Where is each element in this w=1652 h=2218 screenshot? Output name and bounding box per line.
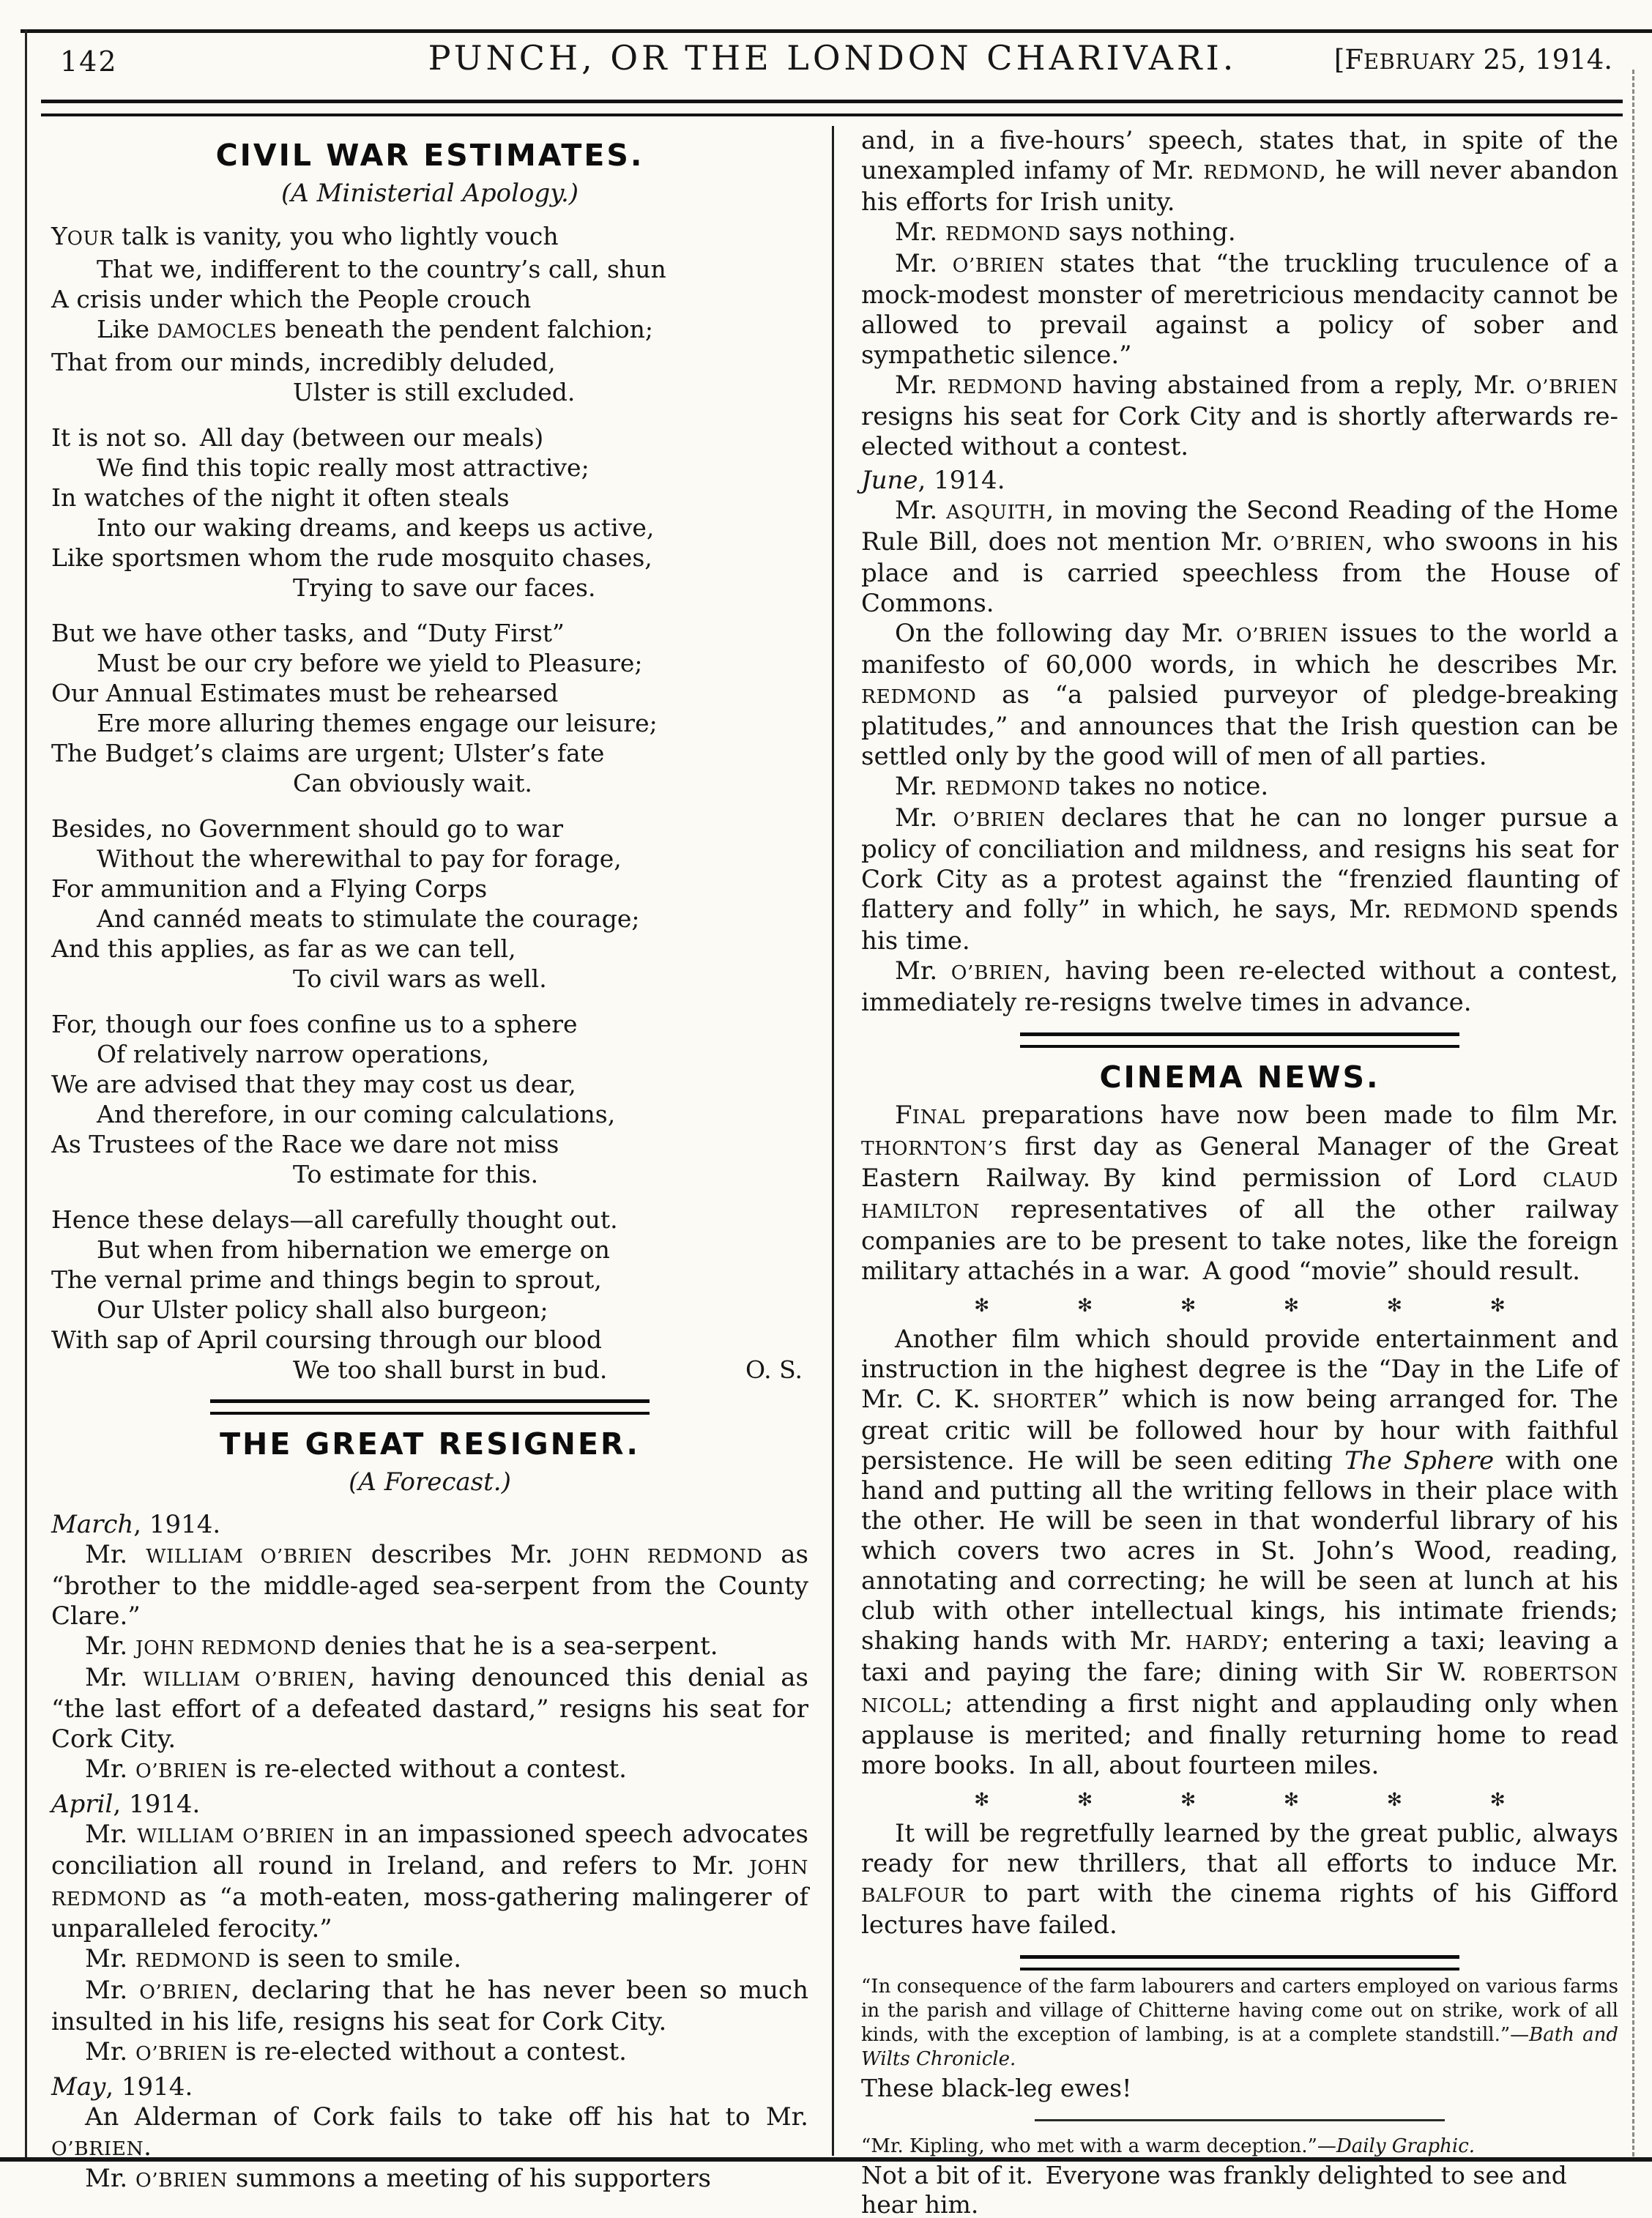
paragraph: and, in a five-hours’ speech, states that, in spite of the unexampled infamy of Mr. REDMOND, he will never abandon his efforts for Irish unity. [861, 126, 1618, 217]
poem-line: Like sportsmen whom the rude mosquito chases, [51, 543, 652, 572]
poem-line: Ulster is still excluded. [293, 378, 576, 406]
poem-line: That from our minds, incredibly deluded, [51, 348, 556, 376]
poem-line: Into our waking dreams, and keeps us active, [97, 513, 655, 542]
paragraph: Mr. WILLIAM O’BRIEN, having denounced this denial as “the last effort of a defeated dastard,” resigns his seat for Cork City. [51, 1663, 808, 1754]
page-border-top [21, 29, 1652, 33]
paragraph: Mr. O’BRIEN, having been re-elected without a contest, immediately re-resigns twelve times in advance. [861, 956, 1618, 1017]
paragraph: Mr. REDMOND having abstained from a reply, Mr. O’BRIEN resigns his seat for Cork City and is shortly afterwards re-elected without a contest. [861, 371, 1619, 461]
cinema-title: CINEMA NEWS. [1099, 1060, 1380, 1095]
paragraph: Mr. REDMOND takes no notice. [895, 772, 1269, 801]
paragraph: June, 1914. [861, 466, 1005, 495]
paragraph: Mr. REDMOND says nothing. [895, 217, 1236, 247]
poem-line: Of relatively narrow operations, [97, 1040, 490, 1068]
poem-line: Without the wherewithal to pay for forage, [97, 844, 622, 873]
poem-line: As Trustees of the Race we dare not miss [51, 1130, 559, 1158]
page-border-left [25, 29, 27, 2162]
masthead [51, 37, 1614, 95]
page-number: 142 [60, 45, 118, 78]
paragraph: Mr. O’BRIEN is re-elected without a contest. [85, 1754, 627, 1784]
paragraph: It will be regretfully learned by the great public, always ready for new thrillers, that all efforts to induce Mr. BALFOUR to part with the cinema rights of his Gifford lectures have failed. [861, 1819, 1618, 1940]
resigner-title: THE GREAT RESIGNER. [220, 1426, 640, 1462]
section-divider [1020, 1032, 1459, 1048]
clipping [861, 1975, 1618, 2103]
poem-line: But when from hibernation we emerge on [97, 1235, 610, 1264]
poem-line: Must be our cry before we yield to Pleasure; [97, 649, 643, 677]
poem-line: To estimate for this. [293, 1160, 539, 1188]
paragraph: ✻ ✻ ✻ ✻ ✻ ✻ [974, 1295, 1506, 1316]
section-divider [1020, 1955, 1459, 1970]
poem-line: Trying to save our faces. [293, 573, 596, 602]
paragraph: Mr. REDMOND is seen to smile. [85, 1944, 462, 1973]
page-border-right [1632, 70, 1634, 2156]
poem-line: And this applies, as far as we can tell, [51, 934, 516, 963]
paragraph: Mr. O’BRIEN is re-elected without a contest. [85, 2037, 627, 2066]
paragraph: FINAL preparations have now been made to film Mr. THORNTON’S first day as General Manager of the Great Eastern Railway. By kind permission of Lord CLAUD HAMILTON representatives of all the other railway companies are to be present to take notes, like the foreign military attachés in a war. A good “movie” should result. [861, 1101, 1618, 1286]
page-title: PUNCH, OR THE LONDON CHARIVARI. [428, 38, 1238, 78]
poem-line: It is not so. All day (between our meals) [51, 423, 544, 452]
clipping-quote: “Mr. Kipling, who met with a warm deception.”—Daily Graphic. [861, 2135, 1476, 2157]
resigner-subtitle: (A Forecast.) [349, 1467, 511, 1497]
cinema-paragraphs [861, 1101, 1618, 1940]
poem-line: The vernal prime and things begin to sprout, [51, 1265, 602, 1294]
poem-line: To civil wars as well. [293, 964, 547, 993]
poem-line: And therefore, in our coming calculations, [97, 1100, 616, 1128]
paragraph: ✻ ✻ ✻ ✻ ✻ ✻ [974, 1789, 1506, 1810]
poem-line: For, though our foes confine us to a sphere [51, 1010, 578, 1038]
poem-line: Ere more alluring themes engage our leisure; [97, 709, 658, 737]
poem [51, 221, 808, 1385]
right-column [861, 126, 1618, 2218]
poem-line: In watches of the night it often steals [51, 483, 510, 512]
poem-subtitle: (A Ministerial Apology.) [280, 179, 579, 208]
paragraph: An Alderman of Cork fails to take off his hat to Mr. O’BRIEN. [51, 2102, 808, 2162]
poem-title: CIVIL WAR ESTIMATES. [215, 138, 644, 173]
resigner-right-entries [861, 126, 1618, 1018]
paragraph: Mr. JOHN REDMOND denies that he is a sea-serpent. [85, 1631, 718, 1661]
paragraph: April, 1914. [51, 1790, 201, 1819]
paragraph: Mr. WILLIAM O’BRIEN in an impassioned speech advocates conciliation all round in Ireland, and refers to Mr. JOHN REDMOND as “a moth-eaten, moss-gathering malingerer of unparalleled ferocity.” [51, 1820, 808, 1943]
clipping [861, 2119, 1618, 2218]
paragraph: Mr. O’BRIEN states that “the truckling truculence of a mock-modest monster of meretricious mendacity cannot be allowed to prevail against a policy of sober and sympathetic silence.” [861, 249, 1619, 370]
poem-line: With sap of April coursing through our blood [51, 1325, 602, 1354]
page-columns [51, 126, 1618, 2218]
section-divider [210, 1399, 650, 1415]
paragraph: March, 1914. [51, 1510, 221, 1539]
poem-line: And cannéd meats to stimulate the courage; [97, 904, 640, 933]
poem-line: Our Annual Estimates must be rehearsed [51, 679, 559, 707]
masthead-rule [41, 100, 1623, 116]
poem-line: Can obviously wait. [293, 769, 532, 797]
paragraph: Mr. ASQUITH, in moving the Second Reading of the Home Rule Bill, does not mention Mr. O’BRIEN, who swoons in his place and is carried speechless from the House of Commons. [861, 496, 1619, 618]
clipping-quote: “In consequence of the farm labourers and carters employed on various farms in the parish and village of Chitterne having come out on strike, work of all kinds, with the exception of lambing, is at a complete standstill.”—Bath and Wilts Chronicle. [861, 1976, 1618, 2070]
clippings [861, 1975, 1618, 2218]
poem-line: Like DAMOCLES beneath the pendent falchion; [97, 315, 654, 343]
poem-line: Besides, no Government should go to war [51, 814, 563, 843]
poem-line: But we have other tasks, and “Duty First” [51, 619, 565, 647]
paragraph: Mr. O’BRIEN summons a meeting of his supporters [85, 2164, 711, 2193]
clipping-response: These black-leg ewes! [861, 2074, 1132, 2102]
poem-line: We are advised that they may cost us dear, [51, 1070, 576, 1098]
paragraph: Another film which should provide entertainment and instruction in the highest degree is the “Day in the Life of Mr. C. K. SHORTER” which is now being arranged for. The great critic will be followed hour by hour with faithful persistence. He will be seen editing The Sphere with one hand and putting all the writing fellows in their place with the other. He will be seen in that wonderful library of his which covers two acres in St. John’s Wood, reading, annotating and correcting; he will be seen at lunch at his club with other intellectual kings, his intimate friends; shaking hands with Mr. HARDY; entering a taxi; leaving a taxi and paying the fare; dining with Sir W. ROBERTSON NICOLL; attending a first night and applauding only when applause is merited; and finally returning home to read more books. In all, about fourteen miles. [861, 1325, 1618, 1780]
poem-line: We too shall burst in bud. O. S. [293, 1355, 803, 1384]
poem-line: We find this topic really most attractive; [97, 453, 589, 482]
clipping-response: Not a bit of it. Everyone was frankly delighted to see and hear him. [861, 2161, 1567, 2218]
poem-line: Our Ulster policy shall also burgeon; [97, 1295, 548, 1324]
resigner-left-entries [51, 1510, 808, 2195]
issue-date: [FEBRUARY 25, 1914. [1333, 44, 1612, 75]
poem-line: Hence these delays—all carefully thought out. [51, 1205, 618, 1234]
paragraph: Mr. WILLIAM O’BRIEN describes Mr. JOHN REDMOND as “brother to the middle-aged sea-serpent from the County Clare.” [51, 1540, 808, 1631]
poem-line: For ammunition and a Flying Corps [51, 874, 488, 903]
paragraph: On the following day Mr. O’BRIEN issues to the world a manifesto of 60,000 words, in which he describes Mr. REDMOND as “a palsied purveyor of pledge-breaking platitudes,” and announces that the Irish question can be settled only by the good will of men of all parties. [861, 619, 1618, 771]
poem-line: The Budget’s claims are urgent; Ulster’s fate [51, 739, 605, 767]
paragraph: Mr. O’BRIEN declares that he can no longer pursue a policy of conciliation and mildness, and resigns his seat for Cork City as a protest against the “frenzied flaunting of flattery and folly” in which, he says, Mr. REDMOND spends his time. [861, 803, 1618, 956]
left-column [51, 126, 808, 2218]
poem-line: A crisis under which the People crouch [51, 285, 532, 313]
poem-line: That we, indifferent to the country’s call, shun [97, 255, 666, 283]
paragraph: Mr. O’BRIEN, declaring that he has never been so much insulted in his life, resigns his seat for Cork City. [51, 1976, 808, 2036]
poem-line: YOUR talk is vanity, you who lightly vouch [51, 222, 559, 250]
paragraph: May, 1914. [51, 2072, 193, 2102]
